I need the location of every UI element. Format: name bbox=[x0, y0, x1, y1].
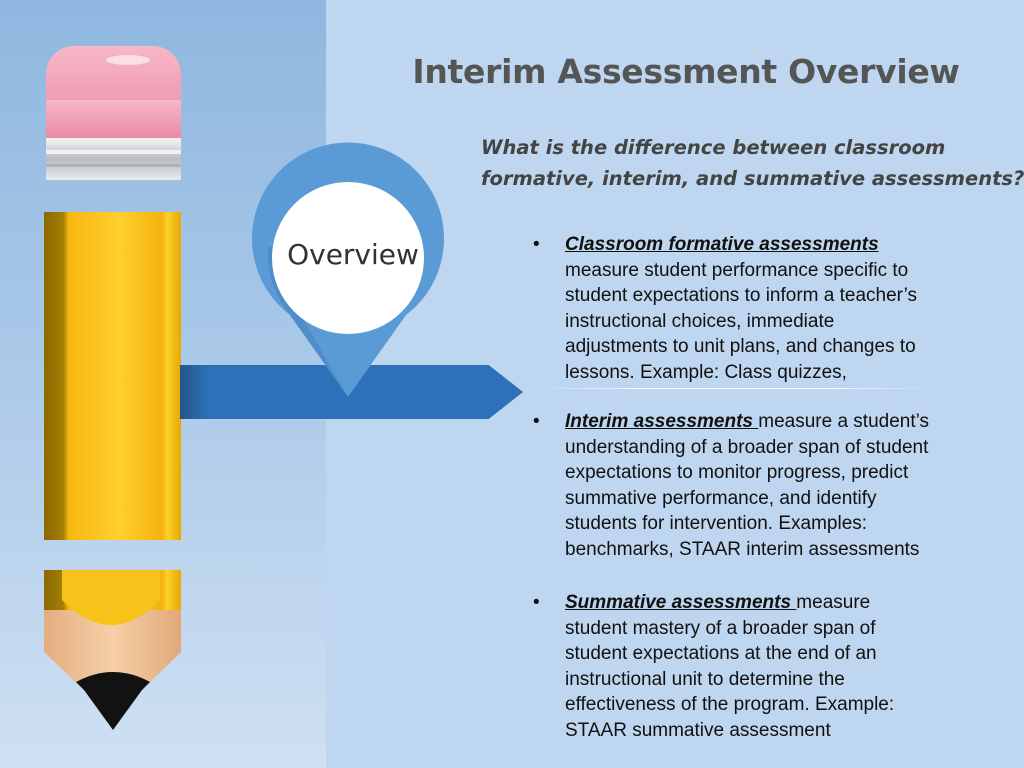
map-pin-icon bbox=[248, 165, 448, 405]
item-text: students for intervention. Examples: bbox=[565, 513, 868, 535]
item-text: effectiveness of the program. Example: bbox=[565, 694, 895, 716]
item-text: instructional choices, immediate bbox=[565, 310, 835, 332]
item-term: Classroom formative assessments bbox=[565, 234, 879, 255]
item-text: STAAR summative assessment bbox=[565, 719, 831, 741]
bullet-icon: • bbox=[533, 234, 540, 255]
item-text: measure bbox=[796, 592, 871, 613]
item-term: Interim assessments bbox=[565, 411, 759, 432]
item-text: measure student performance specific to bbox=[565, 259, 909, 281]
pencil-lead bbox=[84, 690, 142, 730]
item-text: adjustments to unit plans, and changes to bbox=[565, 336, 916, 358]
item-text: expectations to monitor progress, predict bbox=[565, 462, 909, 484]
question-line: formative, interim, and summative assessments? bbox=[481, 167, 1024, 190]
item-text: instructional unit to determine the bbox=[565, 668, 845, 690]
item-text: measure a student’s bbox=[758, 411, 930, 432]
divider bbox=[535, 388, 935, 389]
item-text: understanding of a broader span of student bbox=[565, 436, 929, 458]
item-text: benchmarks, STAAR interim assessments bbox=[565, 538, 920, 560]
bullet-icon: • bbox=[533, 411, 540, 432]
banner-shadow bbox=[180, 365, 210, 419]
question-text bbox=[481, 132, 1024, 194]
item-text: student mastery of a broader span of bbox=[565, 617, 876, 639]
item-text: student expectations to inform a teacher’s bbox=[565, 285, 918, 307]
item-text: lessons. Example: Class quizzes, bbox=[565, 361, 847, 383]
item-text: student expectations at the end of an bbox=[565, 643, 877, 665]
page-title: Interim Assessment Overview bbox=[412, 52, 960, 91]
item-text: summative performance, and identify bbox=[565, 487, 877, 509]
pencil-body bbox=[44, 212, 181, 540]
question-line: What is the difference between classroom bbox=[481, 136, 946, 159]
ferrule-shape bbox=[46, 138, 181, 180]
bullet-icon: • bbox=[533, 592, 540, 613]
pin-label: Overview bbox=[287, 238, 419, 271]
item-term: Summative assessments bbox=[565, 592, 797, 613]
